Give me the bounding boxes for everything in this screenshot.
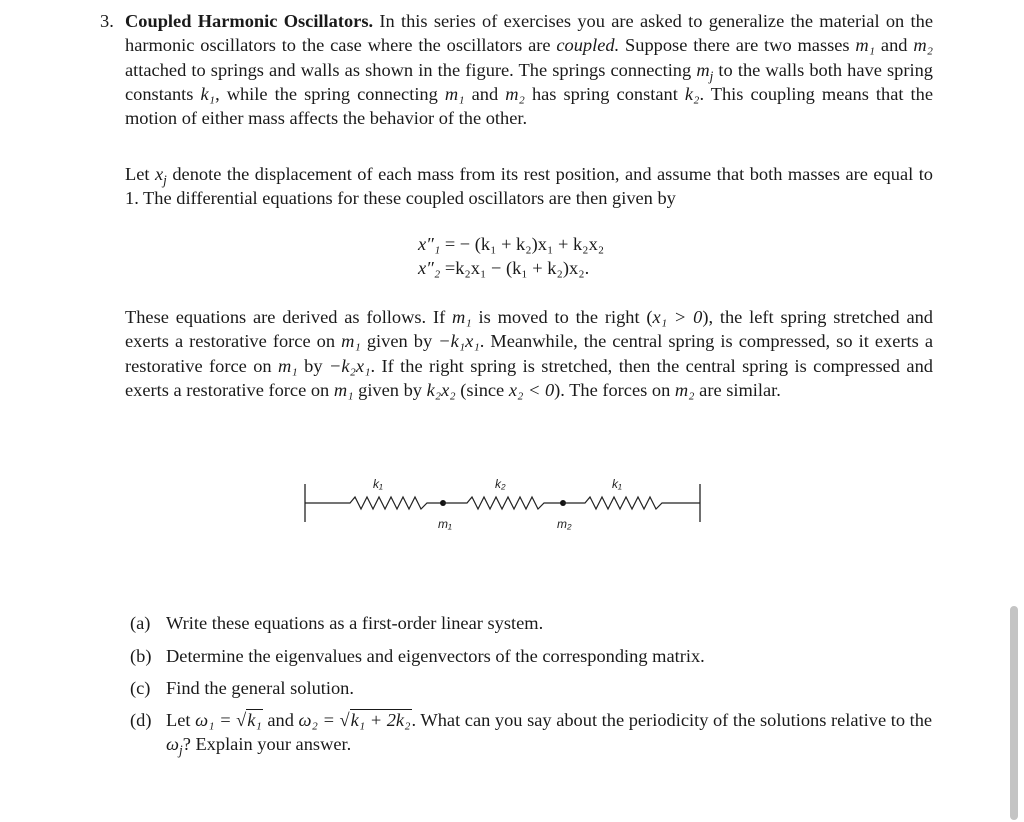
problem-title: Coupled Harmonic Oscillators. bbox=[125, 11, 374, 31]
spring-middle bbox=[443, 497, 563, 509]
label-k1-left: k₁ bbox=[373, 477, 383, 491]
label-m1: m₁ bbox=[438, 517, 452, 531]
label-m2: m₂ bbox=[557, 517, 572, 531]
label-k1-right: k₁ bbox=[612, 477, 622, 491]
document-page: 3. Coupled Harmonic Oscillators. In this series of exercises you are asked to generalize the material on the harmonic oscillators to the case where the oscillators are coupled. Suppose there are two masses m₁ and m₂ attached to springs and walls as shown in the figure. The springs connecting $m_j$ to the walls both have spring constants k₁, while the spring connecting m₁ and m₂ has spring constant k₂. This coupling means that the motion of either mass affects the behavior of the other. Let $x_j$ denote the displacement of each mass from its rest position, and assume that both masses are equal to 1. The differential equations for these coupled oscillators are then given by x″₁ = − (k₁ + k₂)x₁ + k₂x₂ x″₂ =k₂x₁ − (k₁ + k₂)x₂. These equations are derived as follows. If m₁ is moved to the right (x₁ > 0), the left spring stretched and exerts a restorative force on m₁ given by −k₁x₁. Meanwhile, the central spring is compressed, so it exerts a restorative force on m₁ by −k₂x₁. If the right spring is stretched, then the central spring is compressed and exerts a restorative force on m₁ given by k₂x₂ (since x₂ < 0). The forces on m₂ are similar. k₁ k₂ k₁ m₁ m₂ (a) Write these equations as a first-order linear system. (b) Determine the eigenvalues and eigenvectors of the corresponding matrix. (c) Find the general solution. (d) Let ω₁ = √k₁ and ω₂ = √k₁ + 2k₂. What can you say about the periodicity of the solutions relative to the $\omega_j$? Explain your answer. bbox=[0, 0, 1024, 822]
derivation-paragraph: These equations are derived as follows. If m₁ is moved to the right (x₁ > 0), the left spring stretched and exerts a restorative force on m₁ given by −k₁x₁. Meanwhile, the central spring is compressed, so it exerts a restorative force on m₁ by −k₂x₁. If the right spring is stretched, then the central spring is compressed and exerts a restorative force on m₁ given by k₂x₂ (since x₂ < 0). The forces on m₂ are similar. bbox=[125, 307, 933, 400]
spring-left bbox=[305, 497, 443, 509]
let-paragraph: Let $x_j$ denote the displacement of each mass from its rest position, and assume that both masses are equal to 1. The differential equations for these coupled oscillators are then given by bbox=[125, 164, 934, 209]
problem-number: 3. bbox=[100, 11, 114, 31]
intro-paragraph: Coupled Harmonic Oscillators. In this series of exercises you are asked to generalize the material on the harmonic oscillators to the case where the oscillators are coupled. Suppose there are two masses m₁ and m₂ attached to springs and walls as shown in the figure. The springs connecting $m_j$ to the walls both have spring constants k₁, while the spring connecting m₁ and m₂ has spring constant k₂. This coupling means that the motion of either mass affects the behavior of the other. bbox=[125, 11, 934, 129]
spring-mass-figure bbox=[290, 470, 750, 540]
vertical-scrollbar[interactable] bbox=[1010, 606, 1018, 820]
spring-right bbox=[563, 497, 700, 509]
label-k2-middle: k₂ bbox=[495, 477, 506, 491]
